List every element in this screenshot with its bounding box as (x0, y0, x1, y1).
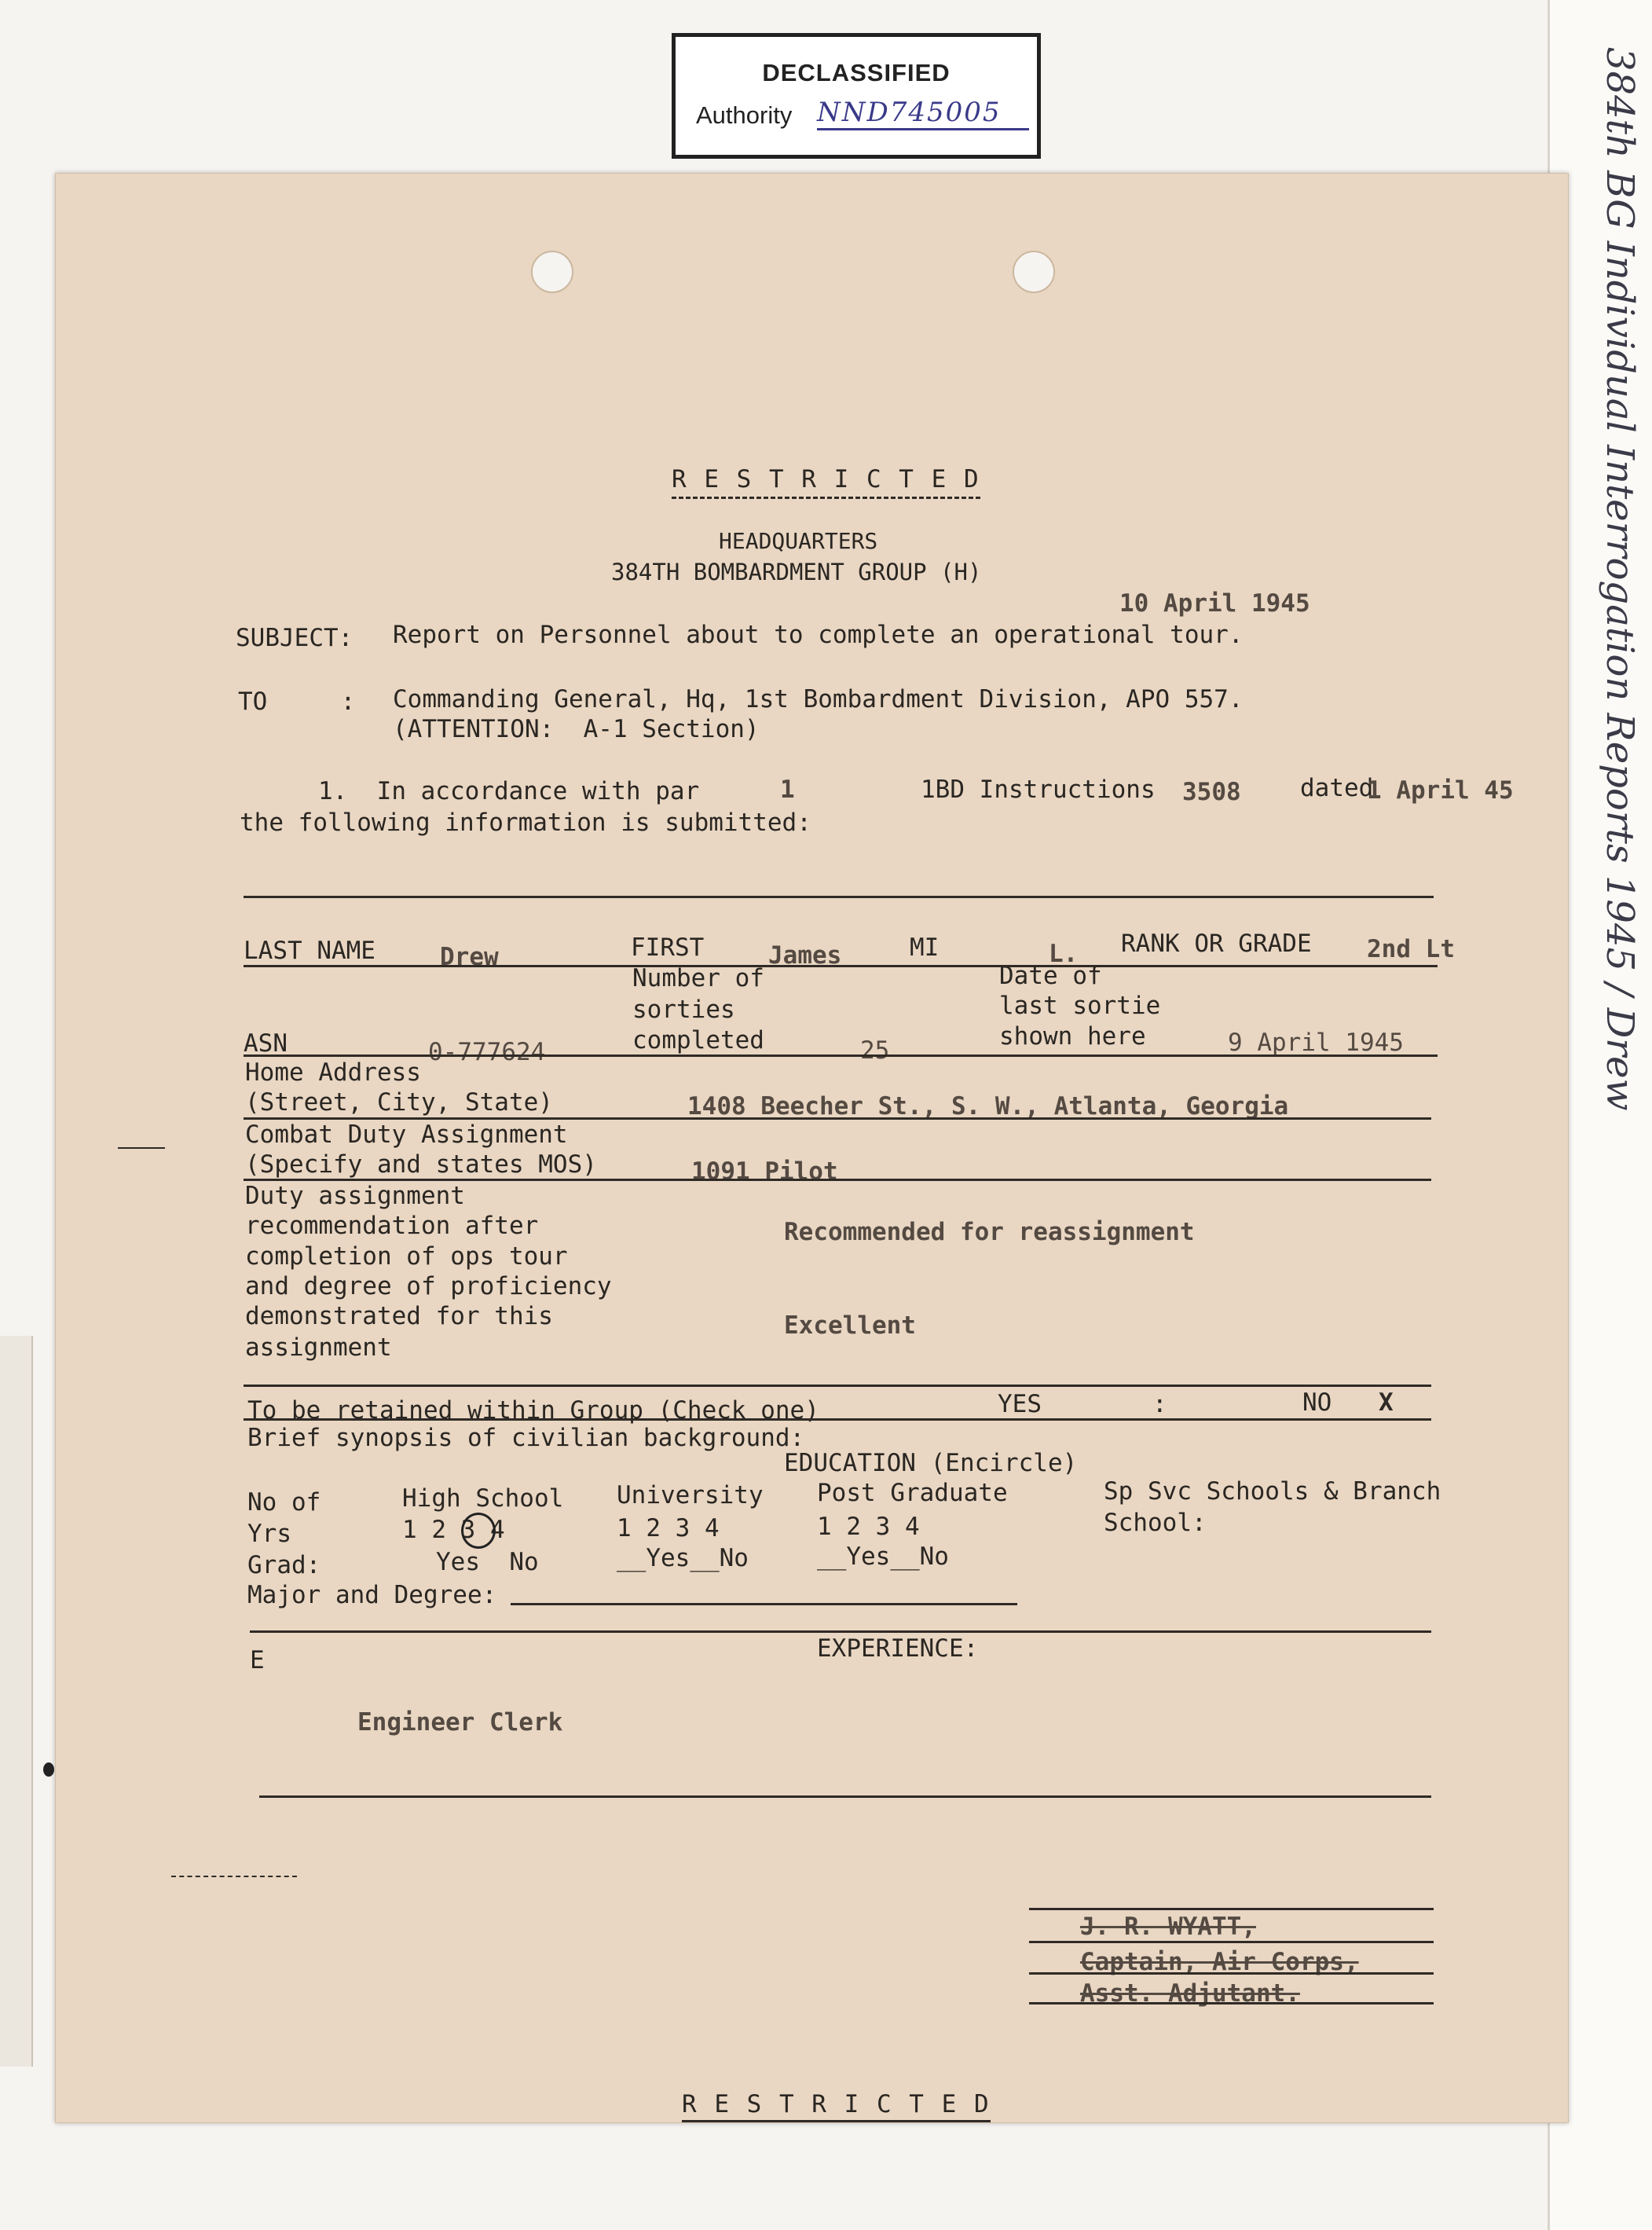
sorties-label-2: sorties (632, 996, 735, 1024)
synopsis-label: Brief synopsis of civilian background: (247, 1424, 805, 1452)
post-graduate-label: Post Graduate (817, 1479, 1008, 1507)
middle-initial-value: L. (1049, 940, 1079, 968)
retained-no-mark: X (1379, 1388, 1394, 1417)
last-sortie-value: 9 April 1945 (1228, 1029, 1404, 1057)
last-name-value: Drew (440, 943, 499, 971)
row-rule (250, 1630, 1431, 1633)
stamp-authority-value: NND745005 (817, 97, 1029, 130)
university-years: 1 2 3 4 (617, 1514, 720, 1542)
subject-text: Report on Personnel about to complete an operational tour. (393, 621, 1244, 649)
experience-value: Engineer Clerk (357, 1708, 563, 1737)
sorties-value: 25 (860, 1036, 890, 1065)
last-sortie-label-1: Date of (999, 962, 1102, 990)
sorties-label-3: completed (632, 1026, 764, 1054)
declassified-stamp (672, 33, 1041, 159)
middle-initial-label: MI (910, 933, 940, 962)
to-label: TO : (238, 688, 356, 716)
signature-rule (1029, 1908, 1434, 1910)
duty-assignment-label-3: completion of ops tour (245, 1242, 568, 1271)
subject-label: SUBJECT: (236, 624, 353, 652)
home-address-value: 1408 Beecher St., S. W., Atlanta, Georgia (687, 1092, 1289, 1121)
row-rule (244, 1117, 1431, 1120)
signature-rule (1029, 2002, 1434, 2004)
last-sortie-label-3: shown here (999, 1022, 1146, 1051)
retained-no-label: NO (1302, 1388, 1332, 1417)
retained-label: To be retained within Group (Check one) (247, 1396, 819, 1425)
combat-duty-label-1: Combat Duty Assignment (245, 1121, 568, 1149)
signature-rule (1029, 1941, 1434, 1943)
home-address-label-2: (Street, City, State) (245, 1088, 553, 1117)
signer-rank: Captain, Air Corps, (1080, 1948, 1359, 1976)
combat-duty-value: 1091 Pilot (691, 1157, 838, 1186)
retained-yes-label: YES (998, 1390, 1042, 1418)
last-name-label: LAST NAME (244, 937, 375, 965)
classification-bottom: R E S T R I C T E D (682, 2092, 991, 2122)
signer-name: J. R. WYATT, (1080, 1913, 1256, 1941)
experience-label: EXPERIENCE: (817, 1634, 979, 1663)
first-name-label: FIRST (631, 933, 705, 962)
retained-colon: : (1152, 1390, 1167, 1418)
margin-handwritten-note: 384th BG Individual Interrogation Reports 1945 / Drew (1598, 47, 1642, 1111)
row-rule (244, 1179, 1431, 1181)
rank-value: 2nd Lt (1367, 935, 1455, 963)
stamp-authority-label: Authority (696, 101, 793, 129)
no-of-label: No of (247, 1488, 321, 1517)
special-service-schools-label: Sp Svc Schools & Branch (1104, 1477, 1441, 1506)
e-marker: E (250, 1646, 265, 1674)
para1-instructions-label: 1BD Instructions (921, 776, 1156, 804)
signer-title: Asst. Adjutant. (1080, 1979, 1300, 2008)
post-graduate-years: 1 2 3 4 (817, 1513, 920, 1541)
para1-instructions-number: 3508 (1182, 778, 1241, 806)
high-school-label: High School (402, 1484, 564, 1513)
classification-top: R E S T R I C T E D (672, 468, 980, 499)
signature-rule (1029, 1972, 1434, 1975)
para1-par-number: 1 (780, 776, 795, 804)
para1-continuation: the following information is submitted: (240, 809, 811, 837)
major-degree-label: Major and Degree: (247, 1581, 497, 1609)
home-address-label-1: Home Address (245, 1058, 421, 1087)
graduated-label: Grad: (247, 1551, 321, 1579)
para1-dated-label: dated (1300, 774, 1374, 802)
punch-hole-left (531, 251, 573, 293)
high-school-grad: Yes No (436, 1548, 539, 1576)
years-label: Yrs (247, 1520, 291, 1548)
underlying-sheet (0, 1336, 33, 2067)
ink-dot (43, 1762, 54, 1777)
duty-assignment-label-6: assignment (245, 1333, 392, 1362)
first-name-value: James (768, 941, 842, 970)
to-text: Commanding General, Hq, 1st Bombardment Division, APO 557. (393, 685, 1244, 713)
row-rule (244, 1385, 1431, 1387)
special-service-school-label: School: (1104, 1509, 1207, 1537)
duty-assignment-label-1: Duty assignment (245, 1182, 465, 1210)
para1-date: 1 April 45 (1367, 776, 1514, 805)
stray-mark (171, 1876, 297, 1877)
stamp-title: DECLASSIFIED (762, 59, 951, 86)
post-graduate-grad: __Yes__No (817, 1542, 949, 1571)
row-rule (244, 965, 1438, 967)
combat-duty-label-2: (Specify and states MOS) (245, 1150, 597, 1179)
sorties-label-1: Number of (632, 964, 764, 992)
high-school-year-circled (461, 1513, 496, 1549)
row-rule (244, 1054, 1438, 1057)
duty-assignment-label-5: demonstrated for this (245, 1302, 553, 1330)
row-rule (259, 1795, 1431, 1798)
rank-label: RANK OR GRADE (1121, 930, 1312, 958)
proficiency-value: Excellent (784, 1311, 916, 1340)
report-date: 10 April 1945 (1119, 589, 1310, 618)
high-school-years: 1 2 3 4 (402, 1516, 505, 1544)
duty-assignment-label-2: recommendation after (245, 1212, 539, 1240)
para1-text: 1. In accordance with par (318, 777, 700, 805)
form-top-rule (244, 896, 1434, 898)
asn-label: ASN (244, 1029, 288, 1058)
university-label: University (617, 1481, 764, 1509)
university-grad: __Yes__No (617, 1544, 749, 1572)
row-rule (244, 1418, 1431, 1421)
last-sortie-label-2: last sortie (999, 992, 1161, 1020)
punch-hole-right (1013, 251, 1055, 293)
recommendation-value: Recommended for reassignment (784, 1218, 1195, 1246)
stray-mark (118, 1147, 165, 1149)
attention-text: (ATTENTION: A-1 Section) (393, 715, 760, 743)
education-label: EDUCATION (Encircle) (784, 1449, 1078, 1477)
asn-value: 0-777624 (428, 1038, 546, 1066)
major-degree-line (511, 1603, 1017, 1605)
duty-assignment-label-4: and degree of proficiency (245, 1272, 612, 1300)
group-heading: 384TH BOMBARDMENT GROUP (H) (611, 559, 982, 585)
hq-heading: HEADQUARTERS (719, 528, 878, 554)
